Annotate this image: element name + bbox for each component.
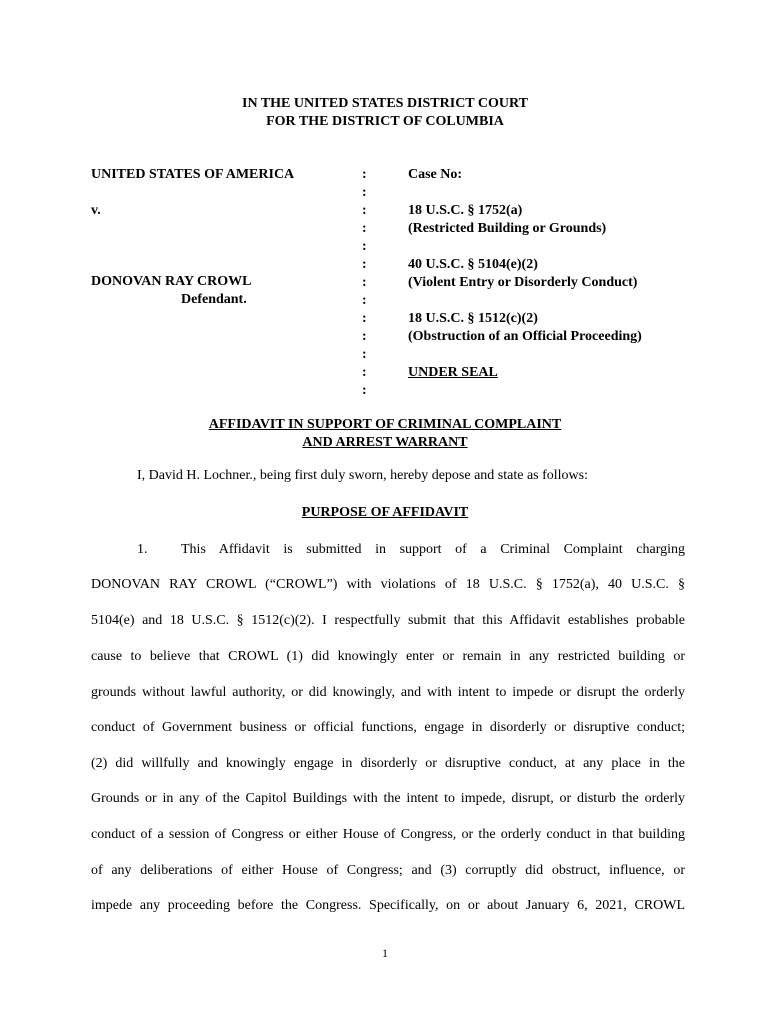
defendant-name: DONOVAN RAY CROWL (91, 274, 252, 289)
affidavit-title-line-2: AND ARREST WARRANT (302, 435, 468, 450)
charge-1-description: (Restricted Building or Grounds) (408, 221, 607, 236)
charge-3-description: (Obstruction of an Official Proceeding) (408, 329, 642, 344)
affidavit-title-line-1: AFFIDAVIT IN SUPPORT OF CRIMINAL COMPLAINT (208, 417, 562, 432)
court-line-1: IN THE UNITED STATES DISTRICT COURT (242, 96, 528, 111)
plaintiff-name: UNITED STATES OF AMERICA (91, 167, 295, 182)
case-number-label: Case No: (408, 167, 463, 182)
defendant-label: Defendant. (181, 292, 247, 307)
paragraph-line: conduct of Government business or official functions, engage in disorderly or disruptive conduct; (91, 720, 685, 735)
caption-colon: : (362, 383, 367, 398)
versus: v. (91, 203, 101, 218)
paragraph-line: cause to believe that CROWL (1) did knowingly enter or remain in any restricted building or (91, 649, 685, 664)
section-heading: PURPOSE OF AFFIDAVIT (301, 505, 469, 520)
caption-colon: : (362, 365, 367, 380)
page-number: 1 (382, 946, 388, 960)
under-seal-label: UNDER SEAL (408, 365, 498, 380)
paragraph-line: 5104(e) and 18 U.S.C. § 1512(c)(2). I respectfully submit that this Affidavit establishes probable (91, 613, 685, 628)
court-line-2: FOR THE DISTRICT OF COLUMBIA (266, 114, 504, 129)
paragraph-line: (2) did willfully and knowingly engage in disorderly or disruptive conduct, at any place in the (91, 756, 685, 771)
paragraph-number: 1. (137, 542, 148, 557)
paragraph-line: This Affidavit is submitted in support of a Criminal Complaint charging (181, 542, 685, 557)
caption-colon: : (362, 293, 367, 308)
court-header (0, 95, 770, 131)
caption-colon: : (362, 311, 367, 326)
caption-colon: : (362, 239, 367, 254)
caption-colon: : (362, 203, 367, 218)
paragraph-line: conduct of a session of Congress or either House of Congress, or the orderly conduct in that building (91, 827, 685, 842)
paragraph-line: grounds without lawful authority, or did knowingly, and with intent to impede or disrupt the orderly (91, 685, 685, 700)
caption-colon: : (362, 257, 367, 272)
caption-colon: : (362, 329, 367, 344)
caption-colon: : (362, 347, 367, 362)
caption-colon: : (362, 275, 367, 290)
paragraph-line: of any deliberations of either House of Congress; and (3) corruptly did obstruct, influence, or (91, 863, 685, 878)
affidavit-title (0, 416, 770, 452)
charge-2-description: (Violent Entry or Disorderly Conduct) (408, 275, 638, 290)
caption-colon: : (362, 221, 367, 236)
paragraph-line: DONOVAN RAY CROWL (“CROWL”) with violations of 18 U.S.C. § 1752(a), 40 U.S.C. § (91, 577, 685, 592)
deposition-statement: I, David H. Lochner., being first duly sworn, hereby depose and state as follows: (137, 468, 589, 483)
charge-1-code: 18 U.S.C. § 1752(a) (408, 203, 523, 218)
charge-3-code: 18 U.S.C. § 1512(c)(2) (408, 311, 538, 326)
paragraph-line: impede any proceeding before the Congress. Specifically, on or about January 6, 2021, CROWL (91, 898, 685, 913)
caption-colon: : (362, 185, 367, 200)
charge-2-code: 40 U.S.C. § 5104(e)(2) (408, 257, 538, 272)
paragraph-line: Grounds or in any of the Capitol Buildings with the intent to impede, disrupt, or disturb the orderly (91, 791, 685, 806)
caption-colon: : (362, 167, 367, 182)
